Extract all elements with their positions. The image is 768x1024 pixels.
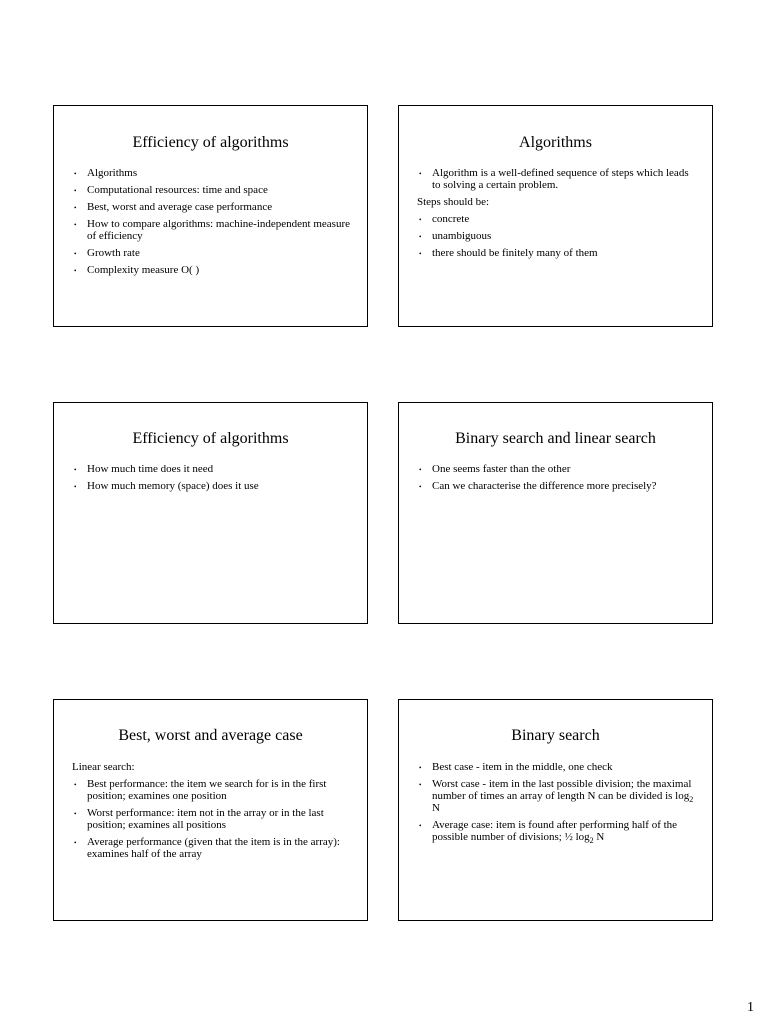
- bullet-icon: •: [74, 466, 77, 474]
- bullet-icon: •: [74, 170, 77, 178]
- slide-title: Algorithms: [519, 134, 592, 151]
- bullet-icon: •: [74, 839, 77, 847]
- list-item: • Average performance (given that the item is in the array): examines half of the array: [74, 836, 340, 860]
- slide-body: [419, 463, 698, 497]
- list-item: • Best performance: the item we search for is in the first position; examines one position: [74, 778, 327, 802]
- list-item: • One seems faster than the other: [419, 463, 571, 475]
- slide-algorithms: [398, 105, 713, 327]
- list-item: • How much time does it need: [74, 463, 214, 475]
- slide-title: Best, worst and average case: [118, 727, 303, 744]
- bullet-icon: •: [419, 233, 422, 241]
- slide-title: Binary search: [511, 727, 600, 744]
- list-item: • Algorithms: [74, 167, 138, 179]
- slide-efficiency-of-algorithms-2: [53, 402, 368, 624]
- slide-title: Binary search and linear search: [455, 430, 656, 447]
- slide-body: [74, 167, 353, 281]
- bullet-icon: •: [419, 170, 422, 178]
- list-item: • Best, worst and average case performance: [74, 201, 273, 213]
- bullet-icon: •: [74, 483, 77, 491]
- list-item: Steps should be:: [417, 196, 490, 208]
- bullet-icon: •: [74, 187, 77, 195]
- bullet-icon: •: [74, 267, 77, 275]
- bullet-icon: •: [419, 466, 422, 474]
- list-item: Linear search:: [72, 761, 135, 773]
- page-number: 1: [747, 1000, 754, 1015]
- bullet-icon: •: [419, 764, 422, 772]
- slide-best-worst-average-case: [53, 699, 368, 921]
- slide-title: Efficiency of algorithms: [132, 430, 289, 447]
- slide-body: [74, 761, 353, 865]
- slide-title: Efficiency of algorithms: [132, 134, 289, 151]
- bullet-icon: •: [74, 221, 77, 229]
- bullet-icon: •: [74, 810, 77, 818]
- list-item: • How much memory (space) does it use: [74, 480, 259, 492]
- list-item: • Worst case - item in the last possible division; the maximal number of times an array of length N can be divided is $\log_2 N$: [419, 778, 694, 814]
- bullet-icon: •: [74, 204, 77, 212]
- list-item: • unambiguous: [419, 230, 492, 242]
- slide-body: [419, 761, 698, 848]
- slide-efficiency-of-algorithms-1: [53, 105, 368, 327]
- bullet-icon: •: [419, 216, 422, 224]
- list-item: • Worst performance: item not in the array or in the last position; examines all positions: [74, 807, 324, 831]
- list-item: • Complexity measure O( ): [74, 264, 200, 276]
- list-item: • Best case - item in the middle, one check: [419, 761, 613, 773]
- bullet-icon: •: [74, 250, 77, 258]
- slide-body: [74, 463, 353, 497]
- list-item: • Average case: item is found after performing half of the possible number of divisions; ½ $\log_2 N$: [419, 819, 678, 846]
- list-item: • Growth rate: [74, 247, 140, 259]
- bullet-icon: •: [74, 781, 77, 789]
- bullet-icon: •: [419, 822, 422, 830]
- bullet-icon: •: [419, 483, 422, 491]
- list-item: • How to compare algorithms: machine-independent measure of efficiency: [74, 218, 350, 242]
- list-item: • Computational resources: time and space: [74, 184, 268, 196]
- list-item: • Can we characterise the difference more precisely?: [419, 480, 657, 492]
- list-item: • Algorithm is a well-defined sequence of steps which leads to solving a certain problem.: [419, 167, 689, 191]
- slide-binary-and-linear-search: [398, 402, 713, 624]
- bullet-icon: •: [419, 781, 422, 789]
- list-item: • concrete: [419, 213, 470, 225]
- slide-body: [419, 167, 698, 264]
- list-item: • there should be finitely many of them: [419, 247, 598, 259]
- slide-binary-search: [398, 699, 713, 921]
- bullet-icon: •: [419, 250, 422, 258]
